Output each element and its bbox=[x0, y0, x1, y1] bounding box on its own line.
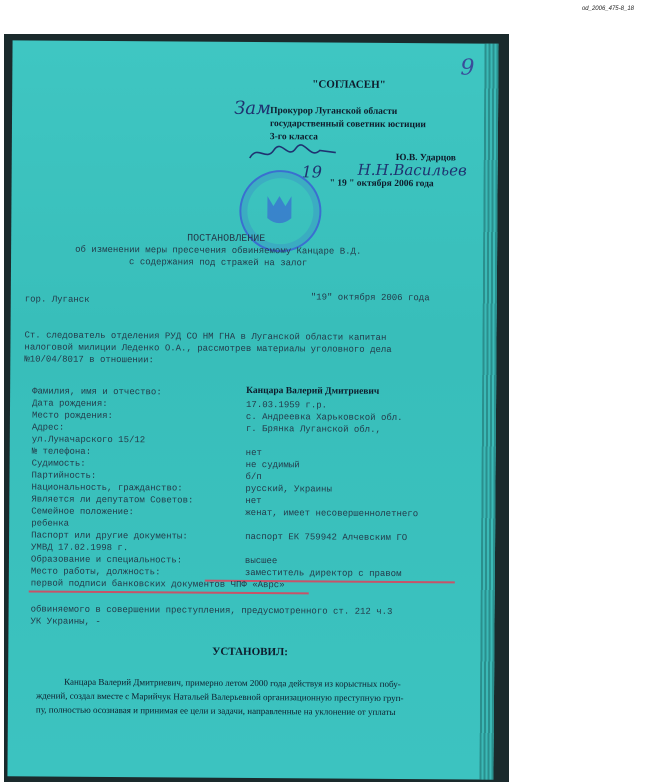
handwritten-zam: Зам bbox=[234, 97, 272, 120]
title-line-3: с содержания под стражей на залог bbox=[128, 257, 308, 269]
document-date: "19" октября 2006 года bbox=[310, 292, 430, 304]
field-label: Паспорт или другие документы: bbox=[31, 530, 188, 542]
field-value: 17.03.1959 г.р. bbox=[246, 399, 328, 411]
intro-line-1: Ст. следователь отделения РУД СО НМ ГНА в Луганской области капитан bbox=[24, 330, 387, 343]
field-value: заместитель директор с правом bbox=[244, 567, 402, 580]
field-value: б/п bbox=[245, 471, 262, 483]
handwritten-name: Н.Н.Васильев bbox=[357, 160, 467, 180]
field-label: Партийность: bbox=[31, 470, 97, 481]
document-sheet bbox=[7, 40, 498, 779]
agreed-heading: "СОГЛАСЕН" bbox=[312, 78, 386, 91]
field-label: УМВД 17.02.1998 г. bbox=[31, 542, 129, 554]
field-value: нет bbox=[245, 495, 262, 507]
header-line-1: Прокурор Луганской области bbox=[270, 106, 398, 117]
highlight-underline bbox=[29, 590, 309, 594]
established-heading: УСТАНОВИЛ: bbox=[212, 645, 288, 659]
header-date: " 19 " октября 2006 года bbox=[329, 178, 434, 190]
field-label: Судимость: bbox=[31, 458, 86, 469]
field-value: паспорт ЕК 759942 Алчевским ГО bbox=[245, 531, 408, 544]
field-value: Канцара Валерий Дмитриевич bbox=[246, 385, 380, 397]
trident-icon bbox=[263, 192, 295, 228]
field-label: Национальность, гражданство: bbox=[31, 482, 183, 494]
field-label: Фамилия, имя и отчество: bbox=[32, 386, 162, 398]
body-line-3: пу, полностью осознавая и принимая ее цели и задачи, направленные на уклонение от уплаты bbox=[35, 704, 396, 718]
binding-edge bbox=[479, 44, 498, 780]
header-signer: Ю.В. Ударцов bbox=[395, 152, 456, 164]
body-line-2: ждений, создал вместе с Марийчук Натальей Валерьевной организационную преступную груп- bbox=[35, 690, 404, 704]
field-value: не судимый bbox=[245, 459, 300, 471]
field-label: Дата рождения: bbox=[32, 398, 108, 409]
city: гор. Луганск bbox=[24, 294, 90, 305]
handwritten-day: 19 bbox=[301, 162, 323, 182]
field-label: Место работы, должность: bbox=[30, 566, 161, 578]
page-number: 9 bbox=[460, 55, 475, 81]
accused-line-2: УК Украины, - bbox=[30, 616, 101, 627]
field-label: ребенка bbox=[31, 518, 70, 529]
header-line-3: 3-го класса bbox=[269, 132, 318, 143]
intro-line-3: №10/04/8017 в отношении: bbox=[24, 354, 155, 366]
field-value: с. Андреевка Харьковской обл. bbox=[245, 411, 403, 424]
field-value: высшее bbox=[244, 555, 278, 567]
field-label: ул.Луначарского 15/12 bbox=[31, 434, 146, 446]
document-photo bbox=[4, 34, 509, 782]
field-label: Является ли депутатом Советов: bbox=[31, 494, 194, 506]
page-identifier: od_2006_475-8_18 bbox=[581, 6, 634, 12]
intro-line-2: налоговой милиции Леденко О.А., рассмотрев материалы уголовного дела bbox=[24, 342, 392, 355]
header-line-2: государственный советник юстиции bbox=[269, 119, 426, 131]
field-value: русский, Украины bbox=[245, 483, 332, 495]
field-label: первой подписи банковских документов ЧПФ «Аврс» bbox=[30, 578, 285, 591]
document-title: ПОСТАНОВЛЕНИЕ bbox=[187, 233, 266, 246]
field-label: Адрес: bbox=[31, 422, 65, 433]
field-label: № телефона: bbox=[31, 446, 92, 457]
title-line-2: об изменении меры пресечения обвиняемому Канцаре В.Д. bbox=[75, 244, 362, 257]
field-label: Семейное положение: bbox=[31, 506, 134, 518]
signature-1 bbox=[248, 142, 338, 169]
accused-line-1: обвиняемого в совершении преступления, предусмотренного ст. 212 ч.3 bbox=[30, 604, 393, 617]
field-value: г. Брянка Луганской обл., bbox=[245, 423, 381, 435]
field-label: Место рождения: bbox=[31, 410, 114, 422]
field-label: Образование и специальность: bbox=[30, 554, 183, 566]
field-value: нет bbox=[245, 447, 262, 459]
field-value: женат, имеет несовершеннолетнего bbox=[245, 507, 419, 520]
body-line-1: Канцара Валерий Дмитриевич, примерно летом 2000 года действуя из корыстных побу- bbox=[64, 676, 401, 690]
